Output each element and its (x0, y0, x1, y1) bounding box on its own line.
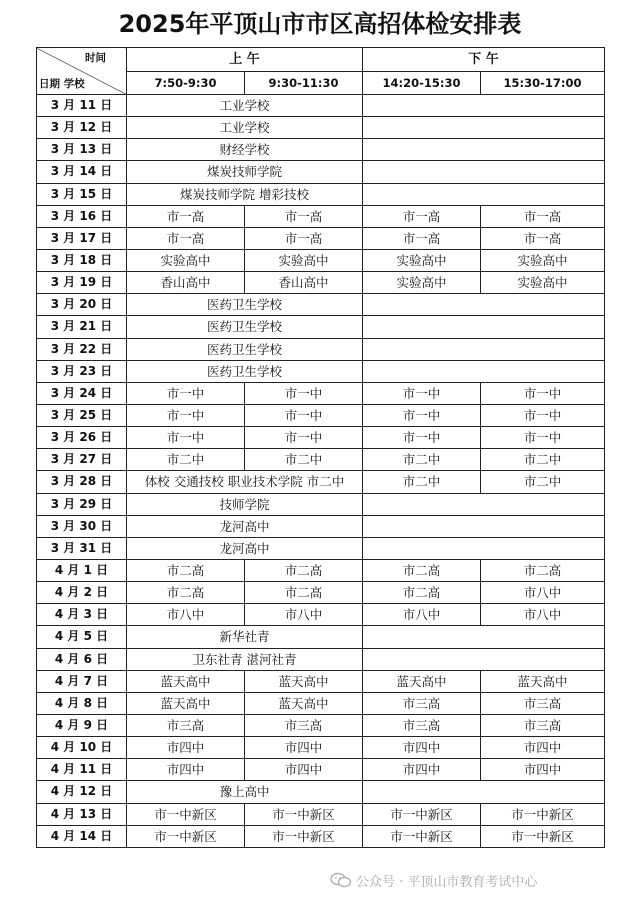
table-row (37, 582, 605, 604)
slot-cell-1: 市一高 (127, 205, 245, 227)
slot-cell-2: 实验高中 (245, 249, 363, 271)
slot-cell-1: 市一高 (127, 227, 245, 249)
table-row (37, 537, 605, 559)
date-cell: 3 月 28 日 (37, 471, 127, 493)
date-cell: 3 月 19 日 (37, 272, 127, 294)
morning-school-cell: 煤炭技师学院 (127, 161, 363, 183)
slot-cell-3: 市一中新区 (363, 803, 481, 825)
slot-cell-4: 市一高 (481, 205, 605, 227)
slot-cell-4: 市三高 (481, 692, 605, 714)
slot-cell-2: 蓝天高中 (245, 692, 363, 714)
table-row (37, 338, 605, 360)
morning-school-cell: 龙河高中 (127, 515, 363, 537)
slot-cell-3: 市一高 (363, 205, 481, 227)
table-row (37, 604, 605, 626)
date-cell: 4 月 3 日 (37, 604, 127, 626)
morning-school-cell: 医药卫生学校 (127, 360, 363, 382)
date-cell: 4 月 14 日 (37, 825, 127, 847)
slot-cell-4: 市一中 (481, 404, 605, 426)
slot-cell-3: 市二中 (363, 449, 481, 471)
slot-cell-4: 市二中 (481, 449, 605, 471)
afternoon-empty-cell (363, 626, 605, 648)
afternoon-empty-cell (363, 183, 605, 205)
slot-cell-2: 市一中新区 (245, 825, 363, 847)
date-cell: 3 月 30 日 (37, 515, 127, 537)
table-row (37, 803, 605, 825)
afternoon-header: 下 午 (363, 48, 605, 72)
slot-cell-1: 市一中新区 (127, 803, 245, 825)
slot-cell-1: 市一中新区 (127, 825, 245, 847)
table-row (37, 294, 605, 316)
slot-cell-3: 市三高 (363, 692, 481, 714)
slot-cell-1: 市一中 (127, 404, 245, 426)
table-row (37, 382, 605, 404)
table-row (37, 714, 605, 736)
slot-cell-3: 实验高中 (363, 249, 481, 271)
slot-cell-3: 市一中 (363, 427, 481, 449)
slot-cell-4: 市二中 (481, 471, 605, 493)
date-cell: 3 月 22 日 (37, 338, 127, 360)
slot-cell-3: 市一高 (363, 227, 481, 249)
table-row (37, 117, 605, 139)
slot-cell-4: 市一中新区 (481, 803, 605, 825)
table-row (37, 139, 605, 161)
slot-cell-3: 实验高中 (363, 272, 481, 294)
slot-cell-4: 市一高 (481, 227, 605, 249)
date-cell: 3 月 16 日 (37, 205, 127, 227)
morning-school-cell: 财经学校 (127, 139, 363, 161)
slot-cell-1: 市二中 (127, 449, 245, 471)
morning-school-cell: 卫东社青 湛河社青 (127, 648, 363, 670)
table-row (37, 781, 605, 803)
table-row (37, 559, 605, 581)
slot-cell-2: 蓝天高中 (245, 670, 363, 692)
slot-cell-1: 市四中 (127, 759, 245, 781)
slot-cell-2: 市二中 (245, 449, 363, 471)
morning-school-cell: 技师学院 (127, 493, 363, 515)
afternoon-empty-cell (363, 338, 605, 360)
date-cell: 4 月 9 日 (37, 714, 127, 736)
table-row (37, 249, 605, 271)
morning-school-cell: 医药卫生学校 (127, 316, 363, 338)
date-cell: 3 月 12 日 (37, 117, 127, 139)
morning-school-cell: 工业学校 (127, 117, 363, 139)
afternoon-empty-cell (363, 117, 605, 139)
table-row (37, 493, 605, 515)
slot-cell-4: 市八中 (481, 582, 605, 604)
table-row (37, 183, 605, 205)
corner-header-cell (37, 48, 127, 95)
slot-cell-3: 市二中 (363, 471, 481, 493)
date-cell: 3 月 20 日 (37, 294, 127, 316)
table-row (37, 427, 605, 449)
slot-cell-2: 香山高中 (245, 272, 363, 294)
date-cell: 4 月 8 日 (37, 692, 127, 714)
slot-cell-2: 市一中 (245, 427, 363, 449)
slot-cell-2: 市二高 (245, 582, 363, 604)
slot-cell-1: 市二高 (127, 582, 245, 604)
corner-date-school-label: 日期 学校 (39, 78, 85, 90)
slot-cell-3: 市八中 (363, 604, 481, 626)
table-row (37, 227, 605, 249)
date-cell: 3 月 25 日 (37, 404, 127, 426)
page-title: 2025年平顶山市市区高招体检安排表 (118, 10, 522, 38)
date-cell: 3 月 18 日 (37, 249, 127, 271)
afternoon-empty-cell (363, 781, 605, 803)
morning-header: 上 午 (127, 48, 363, 72)
date-cell: 4 月 6 日 (37, 648, 127, 670)
slot-cell-3: 市四中 (363, 737, 481, 759)
table-row (37, 205, 605, 227)
date-cell: 3 月 17 日 (37, 227, 127, 249)
afternoon-empty-cell (363, 95, 605, 117)
slot-cell-4: 市四中 (481, 737, 605, 759)
table-row (37, 272, 605, 294)
table-row (37, 737, 605, 759)
table-row (37, 404, 605, 426)
date-cell: 3 月 14 日 (37, 161, 127, 183)
slot-cell-4: 实验高中 (481, 249, 605, 271)
slot-cell-3: 市四中 (363, 759, 481, 781)
table-row (37, 670, 605, 692)
morning-school-cell: 医药卫生学校 (127, 294, 363, 316)
date-cell: 4 月 10 日 (37, 737, 127, 759)
slot-cell-3: 市二高 (363, 582, 481, 604)
afternoon-empty-cell (363, 537, 605, 559)
table-row (37, 471, 605, 493)
slot-cell-2: 市四中 (245, 737, 363, 759)
slot-cell-1: 实验高中 (127, 249, 245, 271)
date-cell: 3 月 15 日 (37, 183, 127, 205)
date-cell: 4 月 1 日 (37, 559, 127, 581)
slot-cell-1: 市二高 (127, 559, 245, 581)
date-cell: 3 月 24 日 (37, 382, 127, 404)
morning-school-cell: 龙河高中 (127, 537, 363, 559)
date-cell: 4 月 2 日 (37, 582, 127, 604)
slot-cell-2: 市八中 (245, 604, 363, 626)
slot-cell-2: 市一中新区 (245, 803, 363, 825)
morning-school-cell: 新华社青 (127, 626, 363, 648)
table-row (37, 825, 605, 847)
slot-cell-4: 市一中新区 (481, 825, 605, 847)
schedule-table (36, 47, 605, 848)
table-row (37, 648, 605, 670)
afternoon-empty-cell (363, 139, 605, 161)
date-cell: 3 月 13 日 (37, 139, 127, 161)
time-slot-2: 9:30-11:30 (245, 72, 363, 95)
table-row (37, 95, 605, 117)
table-row (37, 515, 605, 537)
date-cell: 4 月 12 日 (37, 781, 127, 803)
date-cell: 3 月 29 日 (37, 493, 127, 515)
slot-cell-4: 市二高 (481, 559, 605, 581)
date-cell: 3 月 21 日 (37, 316, 127, 338)
table-row (37, 360, 605, 382)
time-slot-1: 7:50-9:30 (127, 72, 245, 95)
date-cell: 4 月 11 日 (37, 759, 127, 781)
afternoon-empty-cell (363, 161, 605, 183)
slot-cell-1: 蓝天高中 (127, 692, 245, 714)
slot-cell-3: 市一中 (363, 404, 481, 426)
slot-cell-4: 市一中 (481, 382, 605, 404)
morning-school-cell: 医药卫生学校 (127, 338, 363, 360)
slot-cell-3: 市三高 (363, 714, 481, 736)
afternoon-empty-cell (363, 648, 605, 670)
slot-cell-2: 市一高 (245, 227, 363, 249)
table-row (37, 316, 605, 338)
watermark (330, 868, 537, 892)
date-cell: 3 月 27 日 (37, 449, 127, 471)
slot-cell-3: 市一中 (363, 382, 481, 404)
header-row-periods (37, 48, 605, 72)
table-row (37, 161, 605, 183)
slot-cell-4: 市三高 (481, 714, 605, 736)
slot-cell-2: 市一中 (245, 404, 363, 426)
slot-cell-4: 实验高中 (481, 272, 605, 294)
slot-cell-4: 市八中 (481, 604, 605, 626)
slot-cell-1: 香山高中 (127, 272, 245, 294)
afternoon-empty-cell (363, 493, 605, 515)
date-cell: 4 月 7 日 (37, 670, 127, 692)
slot-cell-2: 市一高 (245, 205, 363, 227)
slot-cell-1: 市三高 (127, 714, 245, 736)
morning-school-cell: 豫上高中 (127, 781, 363, 803)
table-row (37, 449, 605, 471)
slot-cell-2: 市四中 (245, 759, 363, 781)
afternoon-empty-cell (363, 316, 605, 338)
slot-cell-2: 市一中 (245, 382, 363, 404)
wechat-icon (330, 872, 352, 888)
slot-cell-2: 市三高 (245, 714, 363, 736)
slot-cell-1: 市一中 (127, 427, 245, 449)
watermark-text: 公众号 · 平顶山市教育考试中心 (356, 874, 538, 890)
date-cell: 3 月 26 日 (37, 427, 127, 449)
date-cell: 3 月 11 日 (37, 95, 127, 117)
slot-cell-3: 蓝天高中 (363, 670, 481, 692)
slot-cell-1: 市八中 (127, 604, 245, 626)
slot-cell-4: 市四中 (481, 759, 605, 781)
slot-cell-3: 市二高 (363, 559, 481, 581)
time-slot-3: 14:20-15:30 (363, 72, 481, 95)
afternoon-empty-cell (363, 360, 605, 382)
table-row (37, 692, 605, 714)
date-cell: 4 月 13 日 (37, 803, 127, 825)
slot-cell-3: 市一中新区 (363, 825, 481, 847)
morning-school-cell: 煤炭技师学院 增彩技校 (127, 183, 363, 205)
slot-cell-4: 市一中 (481, 427, 605, 449)
slot-cell-4: 蓝天高中 (481, 670, 605, 692)
date-cell: 4 月 5 日 (37, 626, 127, 648)
corner-time-label: 时间 (85, 52, 106, 64)
date-cell: 3 月 23 日 (37, 360, 127, 382)
date-cell: 3 月 31 日 (37, 537, 127, 559)
slot-cell-1: 市一中 (127, 382, 245, 404)
morning-school-cell: 体校 交通技校 职业技术学院 市二中 (127, 471, 363, 493)
slot-cell-1: 市四中 (127, 737, 245, 759)
slot-cell-2: 市二高 (245, 559, 363, 581)
afternoon-empty-cell (363, 294, 605, 316)
table-row (37, 759, 605, 781)
morning-school-cell: 工业学校 (127, 95, 363, 117)
table-row (37, 626, 605, 648)
slot-cell-1: 蓝天高中 (127, 670, 245, 692)
time-slot-4: 15:30-17:00 (481, 72, 605, 95)
afternoon-empty-cell (363, 515, 605, 537)
